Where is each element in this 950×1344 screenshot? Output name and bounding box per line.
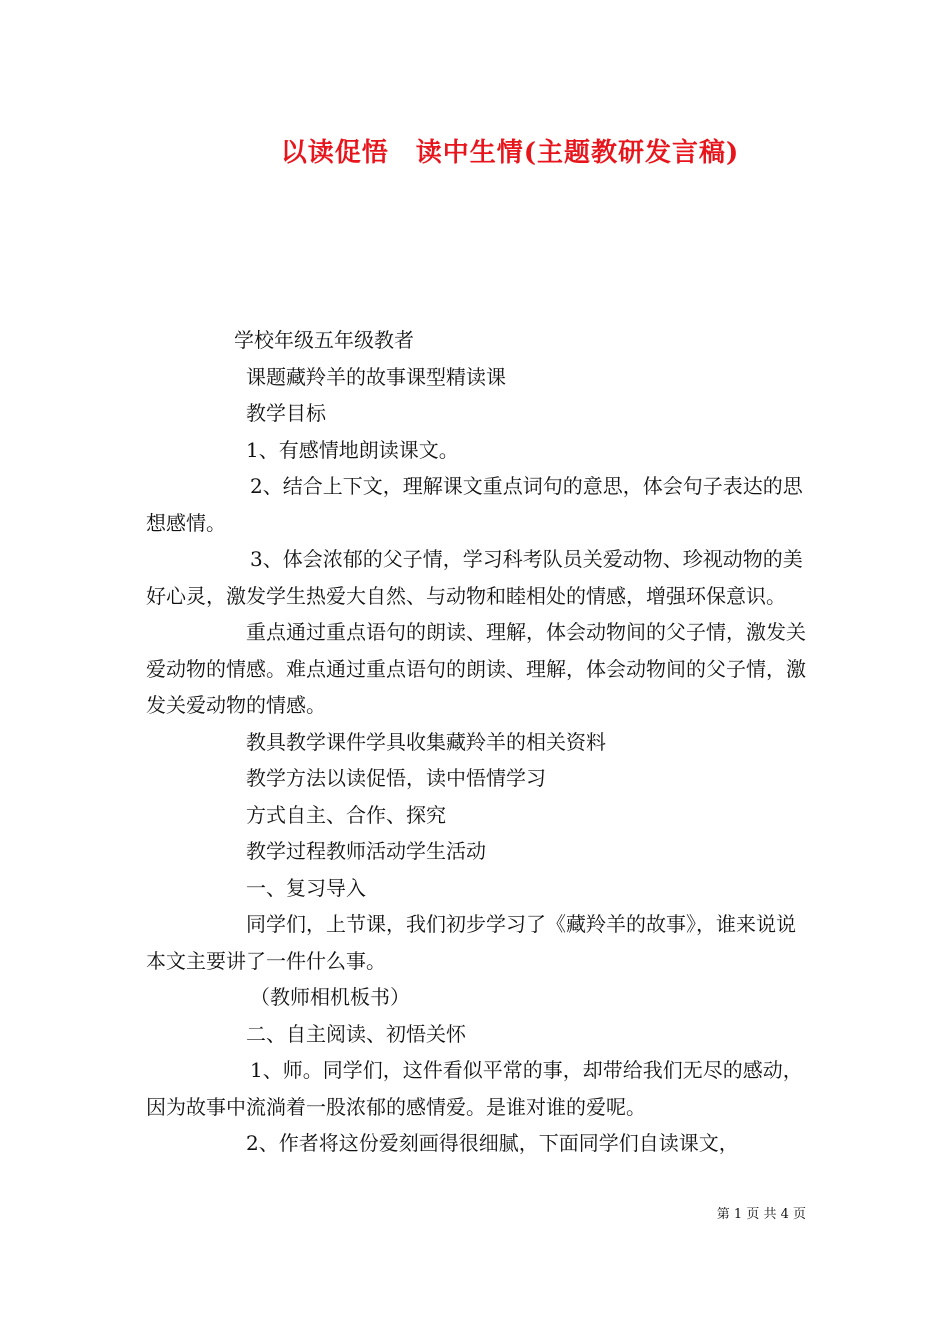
document-body (146, 322, 808, 1162)
document-title: 以读促悟 读中生情(主题教研发言稿) (280, 138, 740, 168)
paragraph-review-intro: 同学们，上节课，我们初步学习了《藏羚羊的故事》，谁来说说本文主要讲了一件什么事。 (146, 912, 796, 973)
paragraph-teaching-method: 教学方法以读促悟，读中悟情学习 (246, 766, 546, 790)
paragraph-key-points: 重点通过重点语句的朗读、理解，体会动物间的父子情，激发关爱动物的情感。难点通过重点语句的朗读、理解，体会动物间的父子情，激发关爱动物的情感。 (146, 620, 806, 717)
page-number-footer: 第 1 页 共 4 页 (716, 1207, 806, 1222)
paragraph-learning-mode: 方式自主、合作、探究 (246, 802, 446, 827)
paragraph-section-1-heading: 一、复习导入 (246, 875, 366, 900)
paragraph-step-1: 1、师。同学们，这件看似平常的事，却带给我们无尽的感动，因为故事中流淌着一股浓郁的感情爱。是谁对谁的爱呢。 (146, 1058, 803, 1119)
paragraph-step-2: 2、作者将这份爱刻画得很细腻，下面同学们自读课文， (246, 1131, 739, 1155)
paragraph-teaching-aids: 教具教学课件学具收集藏羚羊的相关资料 (246, 729, 606, 754)
paragraph-objective-1: 1、有感情地朗读课文。 (246, 437, 459, 462)
paragraph-objectives-heading: 教学目标 (246, 401, 326, 425)
paragraph-board-note: （教师相机板书） (250, 985, 410, 1009)
paragraph-teaching-process: 教学过程教师活动学生活动 (246, 839, 486, 863)
paragraph-section-2-heading: 二、自主阅读、初悟关怀 (246, 1021, 466, 1046)
paragraph-topic: 课题藏羚羊的故事课型精读课 (246, 364, 506, 389)
paragraph-school-grade: 学校年级五年级教者 (234, 328, 414, 352)
paragraph-objective-3: 3、体会浓郁的父子情，学习科考队员关爱动物、珍视动物的美好心灵，激发学生热爱大自然、与动物和睦相处的情感，增强环保意识。 (146, 547, 803, 608)
paragraph-objective-2: 2、结合上下文，理解课文重点词句的意思，体会句子表达的思想感情。 (146, 474, 803, 535)
